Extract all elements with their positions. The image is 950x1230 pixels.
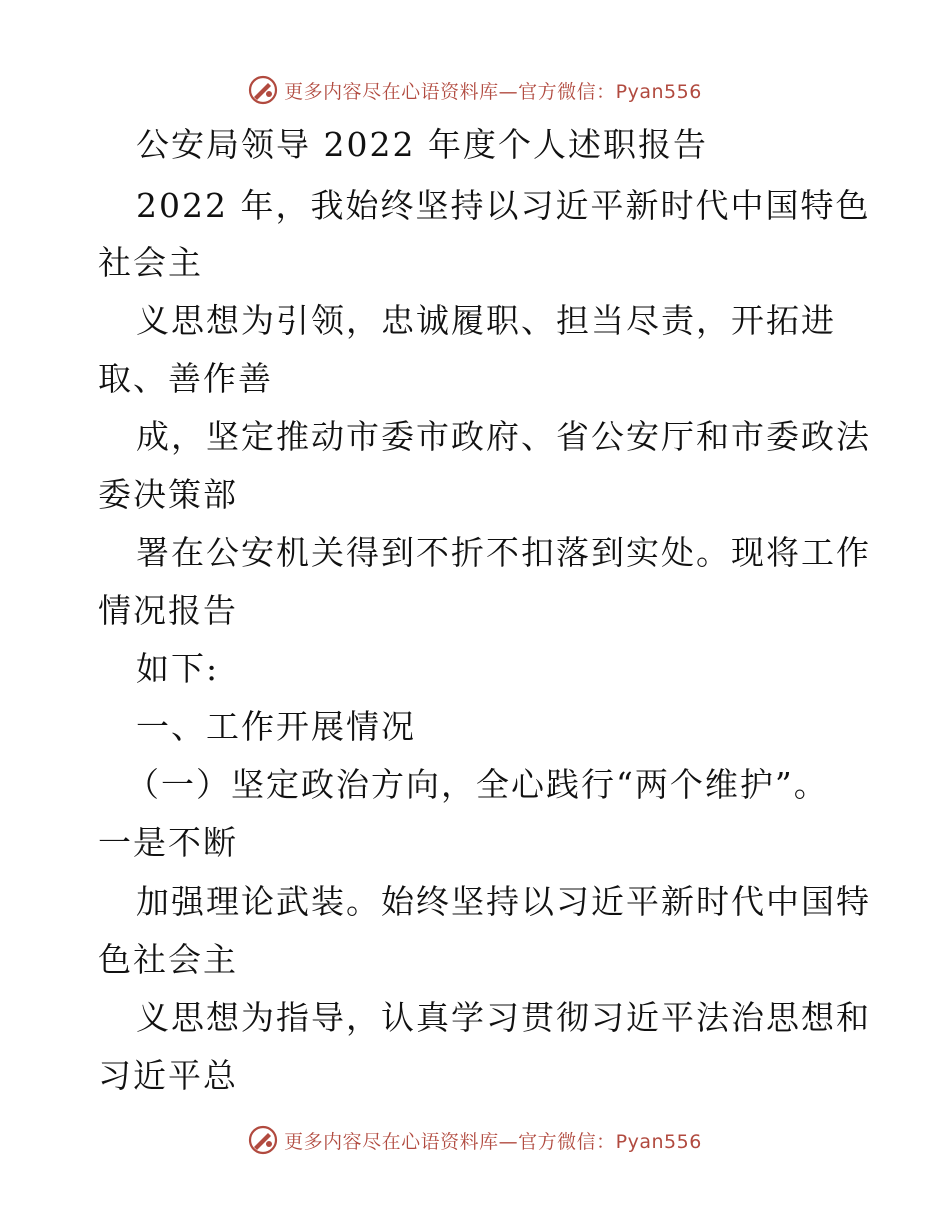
text-line: 义思想为引领，忠诚履职、担当尽责，开拓进 — [136, 301, 836, 340]
document-title: 公安局领导 2022 年度个人述职报告 — [136, 125, 708, 164]
watermark-label: 更多内容尽在心语资料库—官方微信： — [284, 80, 616, 103]
text-line: 2022 年，我始终坚持以习近平新时代中国特色 — [136, 186, 871, 225]
text-line: 一是不断 — [98, 823, 238, 862]
text-line: 义思想为指导，认真学习贯彻习近平法治思想和 — [136, 998, 871, 1037]
text-line: 情况报告 — [98, 591, 238, 630]
watermark-handle: Pyan556 — [615, 80, 702, 103]
watermark-text — [284, 1127, 702, 1154]
text-line: 委决策部 — [98, 475, 238, 514]
section-heading: 一、工作开展情况 — [136, 707, 416, 746]
watermark-banner-bottom — [0, 1120, 950, 1160]
text-line: 社会主 — [98, 243, 203, 282]
text-line: 署在公安机关得到不折不扣落到实处。现将工作 — [136, 533, 871, 572]
watermark-handle: Pyan556 — [615, 1130, 702, 1153]
brush-logo-icon — [248, 1125, 278, 1155]
subsection-heading: （一）坚定政治方向，全心践行“两个维护”。 — [126, 765, 829, 804]
text-line: 加强理论武装。始终坚持以习近平新时代中国特 — [136, 882, 871, 921]
text-line: 取、善作善 — [98, 359, 273, 398]
text-line: 如下: — [136, 649, 220, 688]
text-line: 色社会主 — [98, 940, 238, 979]
text-line: 习近平总 — [98, 1056, 238, 1095]
watermark-label: 更多内容尽在心语资料库—官方微信： — [284, 1130, 616, 1153]
text-line: 成，坚定推动市委市政府、省公安厅和市委政法 — [136, 417, 871, 456]
